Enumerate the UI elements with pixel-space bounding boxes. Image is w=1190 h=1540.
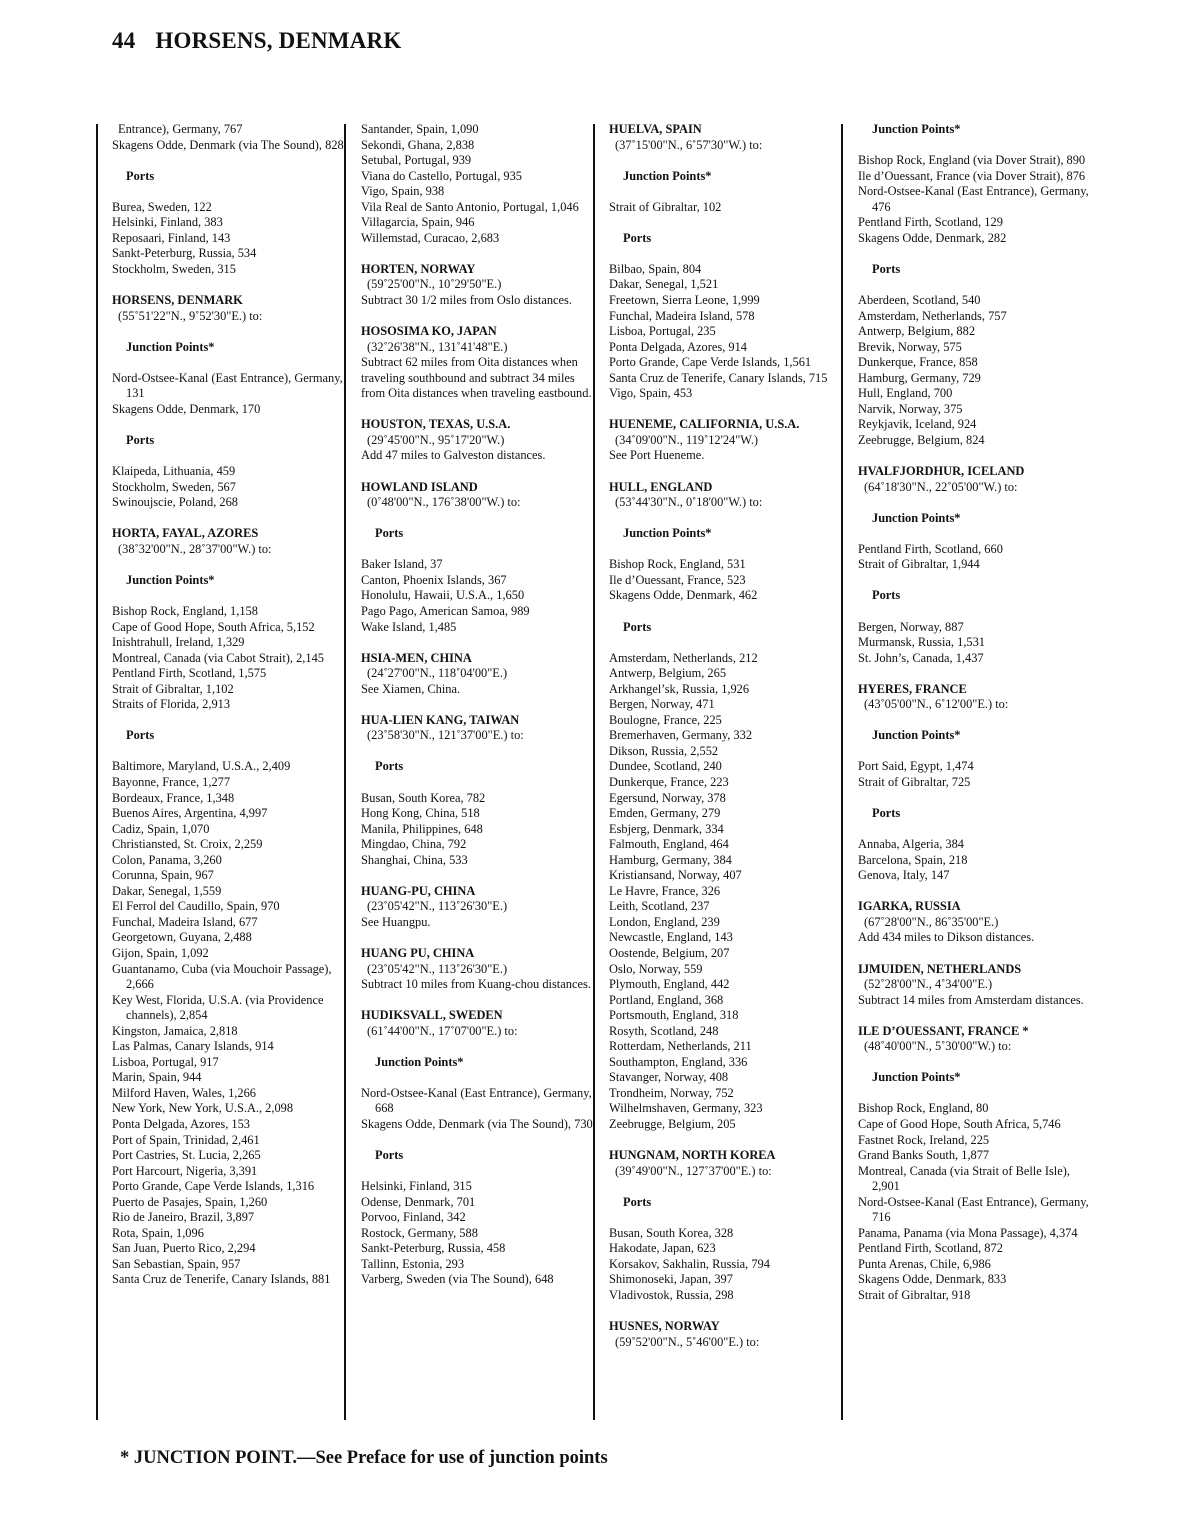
list-entry: Inishtrahull, Ireland, 1,329 (112, 635, 245, 650)
list-entry: Stockholm, Sweden, 567 (112, 479, 236, 494)
list-entry: Sankt-Peterburg, Russia, 534 (112, 246, 257, 261)
list-entry: Bergen, Norway, 471 (609, 697, 715, 712)
list-entry: Boulogne, France, 225 (609, 712, 722, 727)
page-header (112, 28, 401, 54)
list-entry: Nord-Ostsee-Kanal (East Entrance), Germany, 716 (858, 1194, 1089, 1225)
junction-points-heading: Junction Points* (872, 728, 961, 743)
port-list (609, 262, 841, 402)
list-entry: Barcelona, Spain, 218 (858, 852, 968, 867)
list-entry: Vila Real de Santo Antonio, Portugal, 1,046 (361, 199, 579, 214)
list-entry: Bishop Rock, England, 80 (858, 1101, 989, 1116)
list-entry: Skagens Odde, Denmark, 462 (609, 588, 758, 603)
place-title: HORTEN, NORWAY (361, 261, 476, 276)
column-4 (858, 122, 1090, 1304)
list-entry: Newcastle, England, 143 (609, 930, 733, 945)
list-entry: Fastnet Rock, Ireland, 225 (858, 1132, 990, 1147)
place-title: HUANG-PU, CHINA (361, 883, 476, 898)
list-entry: Georgetown, Guyana, 2,488 (112, 930, 252, 945)
list-entry: Stavanger, Norway, 408 (609, 1070, 729, 1085)
coordinates: (48˚40'00"N., 5˚30'00"W.) to: (864, 1039, 1012, 1054)
list-entry: Santa Cruz de Tenerife, Canary Islands, 881 (112, 1272, 331, 1287)
list-entry: Mingdao, China, 792 (361, 837, 467, 852)
list-entry: Ponta Delgada, Azores, 914 (609, 339, 747, 354)
junction-list (858, 1101, 1090, 1303)
list-entry: Baker Island, 37 (361, 557, 443, 572)
list-entry: Bishop Rock, England, 531 (609, 557, 746, 572)
list-entry: Busan, South Korea, 782 (361, 790, 486, 805)
junction-points-heading: Junction Points* (872, 1070, 961, 1085)
port-list (609, 1226, 841, 1304)
distance-note: Add 47 miles to Galveston distances. (361, 448, 546, 463)
list-entry: Strait of Gibraltar, 918 (858, 1288, 971, 1303)
list-entry: Port Castries, St. Lucia, 2,265 (112, 1148, 261, 1163)
place-title: HVALFJORDHUR, ICELAND (858, 464, 1025, 479)
list-entry: Skagens Odde, Denmark, 833 (858, 1272, 1007, 1287)
list-entry: Colon, Panama, 3,260 (112, 852, 222, 867)
list-entry: Hamburg, Germany, 384 (609, 852, 732, 867)
list-entry: Funchal, Madeira Island, 578 (609, 308, 755, 323)
list-entry: Falmouth, England, 464 (609, 837, 729, 852)
list-entry: Helsinki, Finland, 383 (112, 215, 223, 230)
list-entry: Porto Grande, Cape Verde Islands, 1,561 (609, 355, 812, 370)
list-entry: Zeebrugge, Belgium, 205 (609, 1117, 736, 1131)
list-entry: Puerto de Pasajes, Spain, 1,260 (112, 1194, 268, 1209)
coordinates: (53˚44'30"N., 0˚18'00"W.) to: (615, 495, 763, 510)
list-entry: Helsinki, Finland, 315 (361, 1179, 472, 1194)
place-title: HSIA-MEN, CHINA (361, 650, 472, 665)
coordinates: (0˚48'00"N., 176˚38'00"W.) to: (367, 495, 521, 510)
ports-heading: Ports (126, 728, 155, 743)
list-entry: Ile d’Ouessant, France (via Dover Strait), 876 (858, 168, 1086, 183)
coordinates: (24˚27'00"N., 118˚04'00"E.) (367, 666, 508, 681)
list-entry: Klaipeda, Lithuania, 459 (112, 464, 236, 479)
distance-note: See Huangpu. (361, 914, 431, 929)
list-entry: Zeebrugge, Belgium, 824 (858, 432, 985, 447)
list-entry: Funchal, Madeira Island, 677 (112, 914, 258, 929)
list-entry: St. John’s, Canada, 1,437 (858, 650, 984, 665)
list-entry: Strait of Gibraltar, 725 (858, 774, 971, 789)
list-entry: Bordeaux, France, 1,348 (112, 790, 235, 805)
ports-heading: Ports (623, 619, 652, 634)
list-entry: Buenos Aires, Argentina, 4,997 (112, 806, 268, 821)
list-entry: Nord-Ostsee-Kanal (East Entrance), Germany, 476 (858, 184, 1089, 214)
list-entry: Hull, England, 700 (858, 386, 953, 401)
list-entry: Willemstad, Curacao, 2,683 (361, 230, 500, 245)
coordinates: (23˚58'30"N., 121˚37'00"E.) to: (367, 728, 524, 743)
place-title: HUSNES, NORWAY (609, 1319, 720, 1334)
place-title: HORSENS, DENMARK (112, 293, 243, 308)
list-entry: Dakar, Senegal, 1,559 (112, 883, 222, 898)
list-entry: Sankt-Peterburg, Russia, 458 (361, 1241, 506, 1256)
list-entry: Montreal, Canada (via Cabot Strait), 2,145 (112, 650, 324, 665)
list-entry: Pentland Firth, Scotland, 872 (858, 1241, 1003, 1256)
list-entry: Strait of Gibraltar, 102 (609, 199, 722, 214)
list-entry: Pentland Firth, Scotland, 129 (858, 215, 1003, 230)
list-entry: Villagarcia, Spain, 946 (361, 215, 475, 230)
place-title: HOWLAND ISLAND (361, 479, 478, 494)
coordinates: (32˚26'38"N., 131˚41'48"E.) (367, 339, 508, 354)
list-entry: Vigo, Spain, 453 (609, 386, 693, 401)
coordinates: (39˚49'00"N., 127˚37'00"E.) to: (615, 1163, 772, 1178)
list-entry: New York, New York, U.S.A., 2,098 (112, 1101, 294, 1116)
list-entry: Bishop Rock, England (via Dover Strait), 890 (858, 153, 1086, 168)
port-list (112, 200, 344, 278)
list-entry: Setubal, Portugal, 939 (361, 153, 472, 168)
list-entry: Skagens Odde, Denmark, 170 (112, 401, 261, 416)
list-entry: Bergen, Norway, 887 (858, 619, 964, 634)
list-entry: Rota, Spain, 1,096 (112, 1225, 204, 1240)
list-entry: Portsmouth, England, 318 (609, 1008, 739, 1023)
list-entry: San Sebastian, Spain, 957 (112, 1256, 241, 1271)
ports-heading: Ports (623, 230, 652, 245)
coordinates: (59˚25'00"N., 10˚29'50"E.) (367, 277, 502, 292)
place-title: HULL, ENGLAND (609, 479, 713, 494)
column-rule (841, 124, 843, 1420)
list-entry: Cape of Good Hope, South Africa, 5,152 (112, 619, 315, 634)
list-entry: Nord-Ostsee-Kanal (East Entrance), Germany, 668 (361, 1085, 592, 1116)
list-entry: Strait of Gibraltar, 1,944 (858, 557, 980, 572)
list-entry: Bayonne, France, 1,277 (112, 774, 231, 789)
coordinates: (55˚51'22"N., 9˚52'30"E.) to: (118, 308, 263, 323)
port-list (361, 1179, 593, 1288)
list-entry: Hong Kong, China, 518 (361, 806, 480, 821)
ports-heading: Ports (375, 759, 404, 774)
place-title: HOUSTON, TEXAS, U.S.A. (361, 417, 511, 432)
list-entry: Port Harcourt, Nigeria, 3,391 (112, 1163, 258, 1178)
coordinates: (29˚45'00"N., 95˚17'20"W.) (367, 432, 505, 447)
junction-list (112, 604, 344, 713)
place-title: HUA-LIEN KANG, TAIWAN (361, 712, 520, 727)
coordinates: (61˚44'00"N., 17˚07'00"E.) to: (367, 1023, 518, 1038)
junction-points-heading: Junction Points* (375, 1054, 464, 1069)
list-entry: Reykjavik, Iceland, 924 (858, 417, 977, 432)
list-entry: Montreal, Canada (via Strait of Belle Isle), 2,901 (858, 1163, 1070, 1194)
list-entry: El Ferrol del Caudillo, Spain, 970 (112, 899, 280, 914)
list-entry: Murmansk, Russia, 1,531 (858, 635, 986, 650)
distance-note: Subtract 10 miles from Kuang-chou distances. (361, 977, 591, 992)
list-entry: Varberg, Sweden (via The Sound), 648 (361, 1272, 554, 1287)
list-entry: Lisboa, Portugal, 917 (112, 1054, 219, 1069)
list-entry: Bilbao, Spain, 804 (609, 261, 702, 276)
list-entry: Bishop Rock, England, 1,158 (112, 603, 258, 618)
list-entry: Le Havre, France, 326 (609, 883, 721, 898)
coordinates: (64˚18'30"N., 22˚05'00"W.) to: (864, 479, 1018, 494)
place-title: HUNGNAM, NORTH KOREA (609, 1148, 776, 1163)
coordinates: (52˚28'00"N., 4˚34'00"E.) (864, 977, 993, 992)
column-rule (593, 124, 595, 1420)
list-entry: Pentland Firth, Scotland, 660 (858, 541, 1003, 556)
list-entry: Vladivostok, Russia, 298 (609, 1288, 734, 1303)
list-entry: Southampton, England, 336 (609, 1054, 748, 1069)
list-entry: Esbjerg, Denmark, 334 (609, 821, 724, 836)
junction-list (858, 153, 1090, 246)
list-entry: Dunkerque, France, 223 (609, 774, 729, 789)
coordinates: (43˚05'00"N., 6˚12'00"E.) to: (864, 697, 1009, 712)
list-entry: Oslo, Norway, 559 (609, 961, 703, 976)
list-entry: Porvoo, Finland, 342 (361, 1210, 466, 1225)
list-entry: Antwerp, Belgium, 265 (609, 666, 727, 681)
list-entry: Wilhelmshaven, Germany, 323 (609, 1101, 763, 1116)
port-list (361, 122, 593, 246)
list-entry: Rotterdam, Netherlands, 211 (609, 1039, 752, 1054)
list-entry: Corunna, Spain, 967 (112, 868, 214, 883)
list-entry: Burea, Sweden, 122 (112, 199, 212, 214)
port-list (112, 464, 344, 511)
distance-note: Add 434 miles to Dikson distances. (858, 930, 1035, 945)
list-entry: Cadiz, Spain, 1,070 (112, 821, 210, 836)
list-entry: Bremerhaven, Germany, 332 (609, 728, 753, 743)
list-entry: Ponta Delgada, Azores, 153 (112, 1117, 250, 1131)
coordinates: (23˚05'42"N., 113˚26'30"E.) (367, 961, 508, 976)
list-entry: Hakodate, Japan, 623 (609, 1241, 716, 1256)
list-entry: Canton, Phoenix Islands, 367 (361, 572, 507, 587)
coordinates: (67˚28'00"N., 86˚35'00"E.) (864, 914, 999, 929)
list-entry: Honolulu, Hawaii, U.S.A., 1,650 (361, 588, 525, 603)
list-entry: Freetown, Sierra Leone, 1,999 (609, 293, 760, 308)
list-entry: Antwerp, Belgium, 882 (858, 324, 976, 339)
list-entry: Strait of Gibraltar, 1,102 (112, 681, 234, 696)
list-entry: Swinoujscie, Poland, 268 (112, 495, 238, 510)
list-entry: Cape of Good Hope, South Africa, 5,746 (858, 1117, 1061, 1131)
list-entry: Portland, England, 368 (609, 992, 724, 1007)
list-entry: Rosyth, Scotland, 248 (609, 1023, 719, 1038)
port-list (858, 293, 1090, 448)
list-entry: Trondheim, Norway, 752 (609, 1085, 734, 1100)
port-list (858, 837, 1090, 884)
port-list (112, 759, 344, 1288)
place-title: HORTA, FAYAL, AZORES (112, 526, 259, 541)
junction-points-heading: Junction Points* (126, 572, 215, 587)
place-title: HYERES, FRANCE (858, 681, 967, 696)
list-entry: Kristiansand, Norway, 407 (609, 868, 742, 883)
list-entry: Guantanamo, Cuba (via Mouchoir Passage), 2,666 (112, 961, 332, 992)
list-entry: Skagens Odde, Denmark (via The Sound), 730 (361, 1117, 593, 1131)
ports-heading: Ports (126, 168, 155, 183)
port-list (858, 620, 1090, 667)
list-entry: Dundee, Scotland, 240 (609, 759, 722, 774)
place-title: HOSOSIMA KO, JAPAN (361, 324, 497, 339)
distance-note: Subtract 62 miles from Oita distances when traveling southbound and subtract 34 miles from Oita distances when traveling eastbound. (361, 355, 592, 401)
list-entry: Leith, Scotland, 237 (609, 899, 710, 914)
list-entry: Hamburg, Germany, 729 (858, 370, 981, 385)
column-rule (96, 124, 98, 1420)
list-entry: Las Palmas, Canary Islands, 914 (112, 1039, 274, 1054)
port-list (361, 557, 593, 635)
junction-list (858, 542, 1090, 573)
place-title: ILE D’OUESSANT, FRANCE * (858, 1023, 1029, 1038)
junction-list (361, 1086, 593, 1133)
list-entry: Kingston, Jamaica, 2,818 (112, 1023, 238, 1038)
list-entry: Panama, Panama (via Mona Passage), 4,374 (858, 1225, 1078, 1240)
distance-note: Subtract 14 miles from Amsterdam distances. (858, 992, 1084, 1007)
list-entry: Oostende, Belgium, 207 (609, 945, 730, 960)
list-entry: Amsterdam, Netherlands, 212 (609, 650, 758, 665)
list-entry: Baltimore, Maryland, U.S.A., 2,409 (112, 759, 291, 774)
list-entry: Wake Island, 1,485 (361, 619, 457, 634)
distance-note: See Port Hueneme. (609, 448, 705, 463)
ports-heading: Ports (375, 1148, 404, 1163)
list-entry: Manila, Philippines, 648 (361, 821, 483, 836)
coordinates: (38˚32'00"N., 28˚37'00"W.) to: (118, 541, 272, 556)
port-list (361, 791, 593, 869)
list-entry: Port Said, Egypt, 1,474 (858, 759, 974, 774)
coordinates: (23˚05'42"N., 113˚26'30"E.) (367, 899, 508, 914)
list-entry: Aberdeen, Scotland, 540 (858, 293, 981, 308)
junction-list (858, 759, 1090, 790)
entry: Skagens Odde, Denmark (via The Sound), 828 (112, 137, 344, 152)
distance-note: Subtract 30 1/2 miles from Oslo distances. (361, 293, 572, 308)
list-entry: Lisboa, Portugal, 235 (609, 324, 716, 339)
entry: Entrance), Germany, 767 (118, 122, 243, 136)
list-entry: Reposaari, Finland, 143 (112, 230, 231, 245)
list-entry: Christiansted, St. Croix, 2,259 (112, 837, 263, 852)
list-entry: Narvik, Norway, 375 (858, 401, 963, 416)
page-number: 44 (112, 28, 136, 53)
coordinates: (37˚15'00"N., 6˚57'30"W.) to: (615, 137, 763, 152)
port-list (609, 651, 841, 1133)
list-entry: Dunkerque, France, 858 (858, 355, 978, 370)
place-title: IJMUIDEN, NETHERLANDS (858, 961, 1022, 976)
junction-points-heading: Junction Points* (623, 526, 712, 541)
footnote: * JUNCTION POINT.—See Preface for use of junction points (120, 1448, 608, 1468)
coordinates: (59˚52'00"N., 5˚46'00"E.) to: (615, 1334, 760, 1349)
column-rule (344, 124, 346, 1420)
junction-list (609, 200, 841, 216)
list-entry: Rostock, Germany, 588 (361, 1225, 478, 1240)
list-entry: Rio de Janeiro, Brazil, 3,897 (112, 1210, 255, 1225)
ports-heading: Ports (872, 261, 901, 276)
coordinates: (34˚09'00"N., 119˚12'24"W.) (615, 432, 759, 447)
ports-heading: Ports (872, 588, 901, 603)
column-3 (609, 122, 841, 1350)
list-entry: Genova, Italy, 147 (858, 868, 950, 883)
list-entry: Grand Banks South, 1,877 (858, 1148, 990, 1163)
list-entry: Nord-Ostsee-Kanal (East Entrance), Germany, 131 (112, 370, 343, 401)
page-title: HORSENS, DENMARK (155, 28, 402, 53)
list-entry: Amsterdam, Netherlands, 757 (858, 308, 1007, 323)
junction-points-heading: Junction Points* (126, 339, 215, 354)
list-entry: San Juan, Puerto Rico, 2,294 (112, 1241, 256, 1256)
list-entry: London, England, 239 (609, 914, 720, 929)
list-entry: Viana do Castello, Portugal, 935 (361, 168, 522, 183)
ports-heading: Ports (872, 806, 901, 821)
list-entry: Egersund, Norway, 378 (609, 790, 726, 805)
junction-points-heading: Junction Points* (872, 510, 961, 525)
list-entry: Plymouth, England, 442 (609, 977, 730, 992)
list-entry: Shimonoseki, Japan, 397 (609, 1272, 733, 1287)
list-entry: Dikson, Russia, 2,552 (609, 743, 719, 758)
list-entry: Annaba, Algeria, 384 (858, 837, 964, 852)
list-entry: Port of Spain, Trinidad, 2,461 (112, 1132, 260, 1147)
place-title: IGARKA, RUSSIA (858, 899, 961, 914)
column-1 (112, 122, 344, 1288)
list-entry: Vigo, Spain, 938 (361, 184, 445, 199)
list-entry: Dakar, Senegal, 1,521 (609, 277, 719, 292)
ports-heading: Ports (375, 526, 404, 541)
list-entry: Santa Cruz de Tenerife, Canary Islands, 715 (609, 370, 828, 385)
list-entry: Skagens Odde, Denmark, 282 (858, 230, 1007, 245)
junction-points-heading: Junction Points* (872, 122, 961, 136)
list-entry: Korsakov, Sakhalin, Russia, 794 (609, 1256, 770, 1271)
list-entry: Punta Arenas, Chile, 6,986 (858, 1256, 991, 1271)
junction-list (112, 371, 344, 418)
list-entry: Santander, Spain, 1,090 (361, 122, 479, 136)
place-title: HUANG PU, CHINA (361, 945, 475, 960)
place-title: HUELVA, SPAIN (609, 122, 702, 136)
list-entry: Ile d’Ouessant, France, 523 (609, 572, 746, 587)
list-entry: Milford Haven, Wales, 1,266 (112, 1085, 256, 1100)
list-entry: Gijon, Spain, 1,092 (112, 945, 209, 960)
list-entry: Tallinn, Estonia, 293 (361, 1256, 465, 1271)
list-entry: Shanghai, China, 533 (361, 852, 468, 867)
list-entry: Straits of Florida, 2,913 (112, 697, 231, 712)
list-entry: Stockholm, Sweden, 315 (112, 261, 236, 276)
list-entry: Marin, Spain, 944 (112, 1070, 202, 1085)
list-entry: Emden, Germany, 279 (609, 806, 721, 821)
list-entry: Pago Pago, American Samoa, 989 (361, 603, 530, 618)
place-title: HUDIKSVALL, SWEDEN (361, 1008, 503, 1023)
junction-list (609, 557, 841, 604)
column-2 (361, 122, 593, 1288)
list-entry: Arkhangel’sk, Russia, 1,926 (609, 681, 750, 696)
distance-note: See Xiamen, China. (361, 681, 461, 696)
list-entry: Busan, South Korea, 328 (609, 1225, 734, 1240)
list-entry: Key West, Florida, U.S.A. (via Providence channels), 2,854 (112, 992, 324, 1023)
place-title: HUENEME, CALIFORNIA, U.S.A. (609, 417, 800, 432)
list-entry: Sekondi, Ghana, 2,838 (361, 137, 475, 152)
junction-points-heading: Junction Points* (623, 168, 712, 183)
ports-heading: Ports (623, 1194, 652, 1209)
ports-heading: Ports (126, 432, 155, 447)
list-entry: Pentland Firth, Scotland, 1,575 (112, 666, 267, 681)
list-entry: Odense, Denmark, 701 (361, 1194, 476, 1209)
list-entry: Brevik, Norway, 575 (858, 339, 962, 354)
list-entry: Porto Grande, Cape Verde Islands, 1,316 (112, 1179, 315, 1194)
